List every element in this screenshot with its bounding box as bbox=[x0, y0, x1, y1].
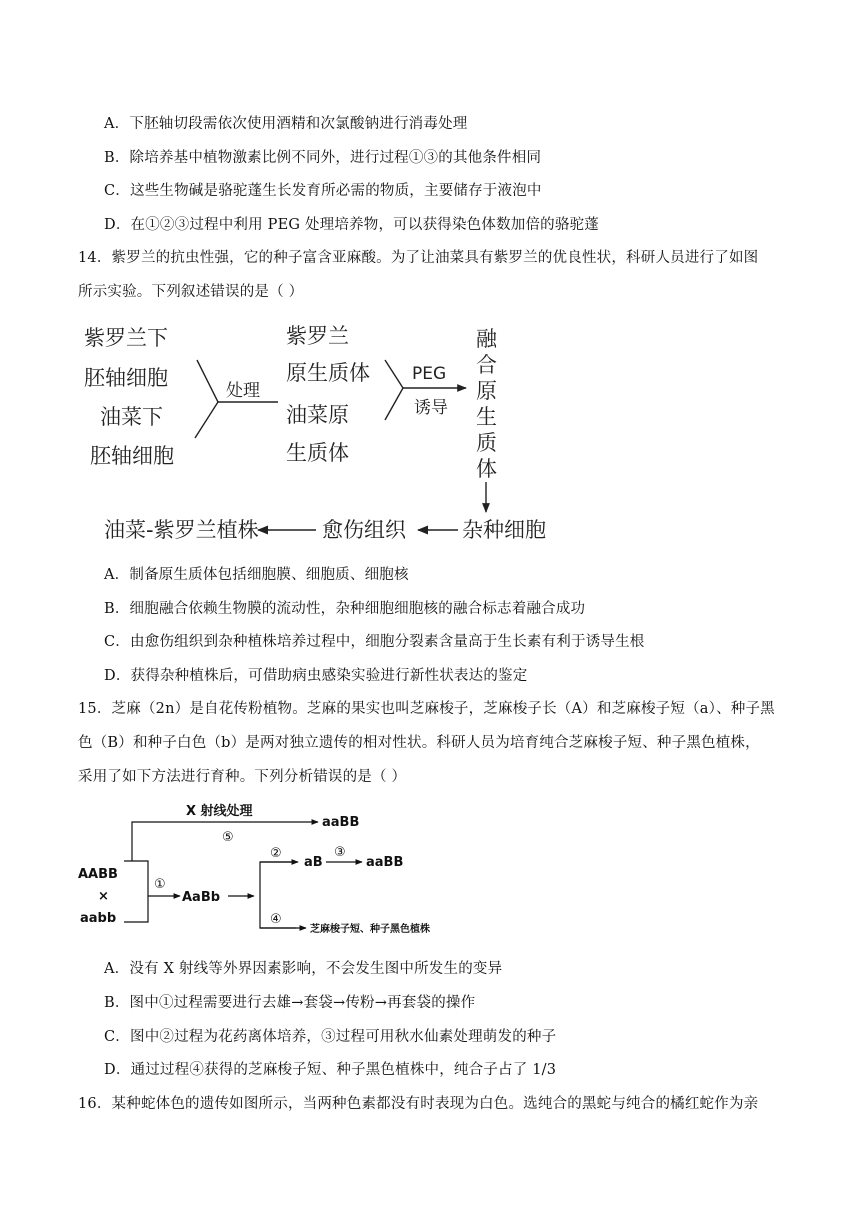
step5-label: ⑤ bbox=[222, 830, 234, 845]
xray-label: X 射线处理 bbox=[186, 804, 253, 819]
process-label: 处理 bbox=[226, 381, 260, 401]
svg-text:质: 质 bbox=[476, 431, 497, 455]
rape-protoplast-label-1: 油菜原 bbox=[286, 403, 349, 427]
q15-stem-line1: 15．芝麻（2n）是自花传粉植物。芝麻的果实也叫芝麻梭子，芝麻梭子长（A）和芝麻梭子短（a）、种子黑 bbox=[78, 701, 775, 717]
violet-protoplast-label-1: 紫罗兰 bbox=[286, 324, 349, 348]
f1-label: AaBb bbox=[182, 890, 221, 905]
induce-label: 诱导 bbox=[414, 398, 448, 418]
merge-bracket-2 bbox=[385, 360, 403, 420]
q13-option-c: C．这些生物碱是骆驼蓬生长发育所必需的物质，主要储存于液泡中 bbox=[104, 183, 542, 199]
cross-bracket bbox=[124, 861, 148, 922]
aaBB-top-label: aaBB bbox=[322, 815, 360, 830]
callus-label: 愈伤组织 bbox=[322, 518, 406, 542]
q15-option-a: A．没有 X 射线等外界因素影响，不会发生图中所发生的变异 bbox=[104, 961, 503, 977]
svg-text:合: 合 bbox=[476, 353, 497, 377]
q15-option-d: D．通过过程④获得的芝麻梭子短、种子黑色植株中，纯合子占了 1/3 bbox=[104, 1062, 557, 1078]
cross-symbol: × bbox=[98, 889, 109, 904]
q14-option-c: C．由愈伤组织到杂种植株培养过程中，细胞分裂素含量高于生长素有利于诱导生根 bbox=[104, 634, 645, 650]
branch-bracket bbox=[260, 862, 296, 928]
parent1-label: AABB bbox=[78, 867, 118, 882]
step4-label: ④ bbox=[270, 912, 282, 927]
xray-path bbox=[132, 822, 318, 861]
step2-label: ② bbox=[270, 846, 282, 861]
q15-stem-line2: 色（B）和种子白色（b）是两对独立遗传的相对性状。科研人员为培育纯合芝麻梭子短、种子黑色植株， bbox=[78, 735, 760, 751]
violet-cell-label-1: 紫罗兰下 bbox=[84, 326, 168, 350]
peg-label: PEG bbox=[412, 364, 447, 384]
violet-cell-label-2: 胚轴细胞 bbox=[84, 366, 168, 390]
q15-stem-line3: 采用了如下方法进行育种。下列分析错误的是（ ） bbox=[78, 769, 407, 785]
aaBB-mid-label: aaBB bbox=[366, 855, 404, 870]
parent2-label: aabb bbox=[80, 911, 117, 926]
aB-label: aB bbox=[304, 855, 323, 870]
q15-option-b: B．图中①过程需要进行去雄→套袋→传粉→再套袋的操作 bbox=[104, 995, 476, 1011]
rape-protoplast-label-2: 生质体 bbox=[286, 441, 349, 465]
q14-stem-line1: 14．紫罗兰的抗虫性强，它的种子富含亚麻酸。为了让油菜具有紫罗兰的优良性状，科研人员进行了如图 bbox=[78, 250, 759, 266]
hybrid-plant-label: 油菜-紫罗兰植株 bbox=[104, 518, 259, 542]
q14-option-a: A．制备原生质体包括细胞膜、细胞质、细胞核 bbox=[104, 567, 409, 583]
svg-text:原: 原 bbox=[476, 379, 497, 403]
q14-stem-line2: 所示实验。下列叙述错误的是（ ） bbox=[78, 284, 304, 300]
rape-cell-label-2: 胚轴细胞 bbox=[90, 444, 174, 468]
step3-label: ③ bbox=[334, 845, 346, 860]
svg-text:融: 融 bbox=[476, 327, 497, 351]
violet-protoplast-label-2: 原生质体 bbox=[286, 361, 370, 385]
q13-option-b: B．除培养基中植物激素比例不同外，进行过程①③的其他条件相同 bbox=[104, 150, 542, 166]
q16-stem-line1: 16．某种蛇体色的遗传如图所示，当两种色素都没有时表现为白色。选纯合的黑蛇与纯合的橘红蛇作为亲 bbox=[78, 1096, 759, 1112]
q14-option-d: D．获得杂种植株后，可借助病虫感染实验进行新性状表达的鉴定 bbox=[104, 668, 528, 684]
q14-option-b: B．细胞融合依赖生物膜的流动性，杂种细胞细胞核的融合标志着融合成功 bbox=[104, 601, 586, 617]
svg-text:体: 体 bbox=[476, 457, 497, 481]
step1-label: ① bbox=[154, 877, 166, 892]
rape-cell-label-1: 油菜下 bbox=[100, 405, 163, 429]
hybrid-cell-label: 杂种细胞 bbox=[462, 518, 546, 542]
q15-option-c: C．图中②过程为花药离体培养，③过程可用秋水仙素处理萌发的种子 bbox=[104, 1029, 557, 1045]
result-label: 芝麻梭子短、种子黑色植株 bbox=[310, 924, 430, 935]
fused-protoplast-label bbox=[476, 327, 498, 481]
q13-option-a: A．下胚轴切段需依次使用酒精和次氯酸钠进行消毒处理 bbox=[104, 116, 468, 132]
merge-bracket-1 bbox=[195, 360, 218, 438]
q13-option-d: D．在①②③过程中利用 PEG 处理培养物，可以获得染色体数加倍的骆驼蓬 bbox=[104, 217, 599, 233]
svg-text:生: 生 bbox=[476, 405, 497, 429]
